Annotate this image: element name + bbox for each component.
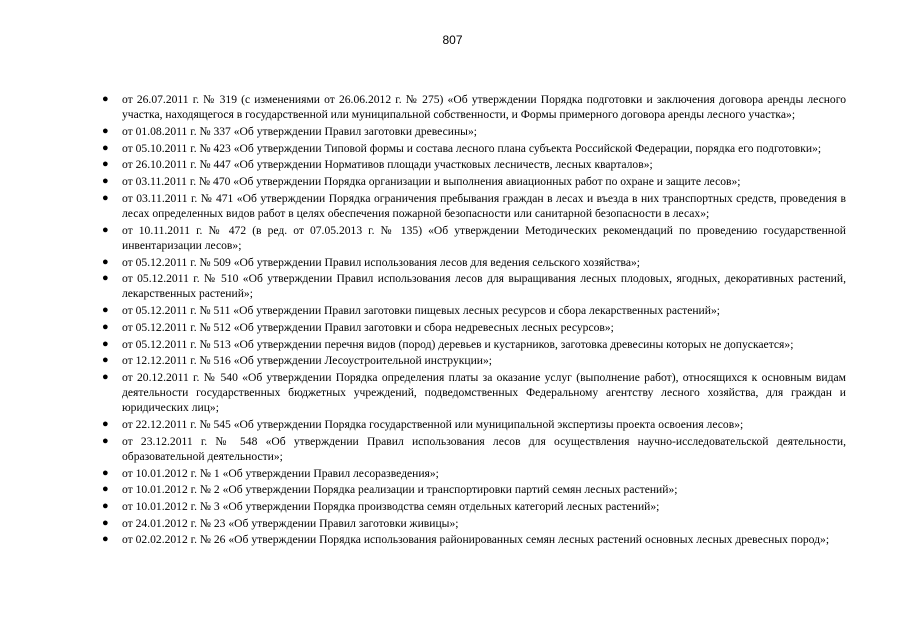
bullet-icon: ● xyxy=(102,272,109,285)
bullet-icon: ● xyxy=(102,516,109,529)
list-item xyxy=(102,92,846,122)
bullet-icon: ● xyxy=(102,500,109,513)
bullet-icon: ● xyxy=(102,320,109,333)
bullet-icon: ● xyxy=(102,175,109,188)
list-item xyxy=(102,320,846,335)
bullet-icon: ● xyxy=(102,466,109,479)
list-item-text: от 20.12.2011 г. № 540 «Об утверждении Порядка определения платы за оказание услуг (выполнение работ), относящихся к основным видам деятельности государственных бюджетных учреждений, подведомственных Федеральному агентству лесного хозяйства, для граждан и юридических лиц»; xyxy=(122,370,846,415)
list-item xyxy=(102,499,846,514)
bullet-icon: ● xyxy=(102,93,109,105)
list-item-text: от 22.12.2011 г. № 545 «Об утверждении Порядка государственной или муниципальной экспертизы проекта освоения лесов»; xyxy=(122,418,744,432)
bullet-icon: ● xyxy=(102,124,109,137)
list-item-text: от 05.12.2011 г. № 509 «Об утверждении Правил использования лесов для ведения сельского хозяйства»; xyxy=(122,255,641,269)
list-item xyxy=(102,174,846,189)
regulation-list xyxy=(102,92,846,549)
bullet-icon: ● xyxy=(102,255,109,268)
list-item-text: от 24.01.2012 г. № 23 «Об утверждении Правил заготовки живицы»; xyxy=(122,516,459,530)
list-item-text: от 05.12.2011 г. № 513 «Об утверждении перечня видов (пород) деревьев и кустарников, заготовка древесины которых не допускается»; xyxy=(122,337,794,351)
list-item xyxy=(102,532,846,547)
list-item xyxy=(102,255,846,270)
list-item-text: от 05.12.2011 г. № 511 «Об утверждении Правил заготовки пищевых лесных ресурсов и сбора лекарственных растений»; xyxy=(122,304,720,318)
list-item xyxy=(102,271,846,301)
list-item xyxy=(102,370,846,416)
bullet-icon: ● xyxy=(102,337,109,350)
list-item-text: от 12.12.2011 г. № 516 «Об утверждении Лесоустроительной инструкции»; xyxy=(122,354,493,368)
bullet-icon: ● xyxy=(102,418,109,431)
list-item-text: от 10.11.2011 г. № 472 (в ред. от 07.05.2013 г. № 135) «Об утверждении Методических рекомендаций по проведению государственной инвентаризации лесов»; xyxy=(122,223,846,252)
list-item-text: от 23.12.2011 г. № 548 «Об утверждении Правил использования лесов для осуществления научно-исследовательской деятельности, образовательной деятельности»; xyxy=(122,434,846,463)
list-item xyxy=(102,434,846,464)
list-item-text: от 10.01.2012 г. № 2 «Об утверждении Порядка реализации и транспортировки партий семян лесных растений»; xyxy=(122,483,678,497)
list-item xyxy=(102,417,846,432)
bullet-icon: ● xyxy=(102,370,109,383)
list-item xyxy=(102,353,846,368)
bullet-icon: ● xyxy=(102,158,109,171)
list-item xyxy=(102,516,846,531)
list-item xyxy=(102,157,846,172)
list-item-text: от 02.02.2012 г. № 26 «Об утверждении Порядка использования районированных семян лесных растений основных лесных древесных пород»; xyxy=(122,533,830,547)
list-item-text: от 05.12.2011 г. № 512 «Об утверждении Правил заготовки и сбора недревесных лесных ресурсов»; xyxy=(122,320,614,334)
bullet-icon: ● xyxy=(102,141,109,154)
list-item xyxy=(102,191,846,221)
list-item xyxy=(102,141,846,156)
list-item xyxy=(102,223,846,253)
list-item-text: от 03.11.2011 г. № 470 «Об утверждении Порядка организации и выполнения авиационных работ по охране и защите лесов»; xyxy=(122,175,741,189)
bullet-icon: ● xyxy=(102,191,109,204)
list-item xyxy=(102,466,846,481)
list-item xyxy=(102,482,846,497)
bullet-icon: ● xyxy=(102,434,109,447)
list-item xyxy=(102,337,846,352)
bullet-icon: ● xyxy=(102,533,109,546)
page-number: 807 xyxy=(442,33,463,47)
list-item xyxy=(102,303,846,318)
bullet-icon: ● xyxy=(102,304,109,317)
bullet-icon: ● xyxy=(102,354,109,367)
bullet-icon: ● xyxy=(102,223,109,236)
list-item-text: от 01.08.2011 г. № 337 «Об утверждении Правил заготовки древесины»; xyxy=(122,124,477,138)
list-item-text: от 10.01.2012 г. № 1 «Об утверждении Правил лесоразведения»; xyxy=(122,466,439,480)
list-item xyxy=(102,124,846,139)
list-item-text: от 26.07.2011 г. № 319 (с изменениями от 26.06.2012 г. № 275) «Об утверждении Порядка подготовки и заключения договора аренды лесного участка, находящегося в государственной или муниципальной собственности, и Формы примерного договора аренды лесного участка»; xyxy=(122,93,846,122)
list-item-text: от 10.01.2012 г. № 3 «Об утверждении Порядка производства семян отдельных категорий лесных растений»; xyxy=(122,500,660,514)
bullet-icon: ● xyxy=(102,483,109,496)
list-item-text: от 05.10.2011 г. № 423 «Об утверждении Типовой формы и состава лесного плана субъекта Российской Федерации, порядка его подготовки»; xyxy=(122,141,822,155)
list-item-text: от 05.12.2011 г. № 510 «Об утверждении Правил использования лесов для выращивания лесных плодовых, ягодных, декоративных растений, лекарственных растений»; xyxy=(122,272,846,301)
list-item-text: от 03.11.2011 г. № 471 «Об утверждении Порядка ограничения пребывания граждан в лесах и въезда в них транспортных средств, проведения в лесах определенных видов работ в целях обеспечения пожарной безопасности или санитарной безопасности в лесах»; xyxy=(122,191,846,220)
list-item-text: от 26.10.2011 г. № 447 «Об утверждении Нормативов площади участковых лесничеств, лесных кварталов»; xyxy=(122,158,653,172)
